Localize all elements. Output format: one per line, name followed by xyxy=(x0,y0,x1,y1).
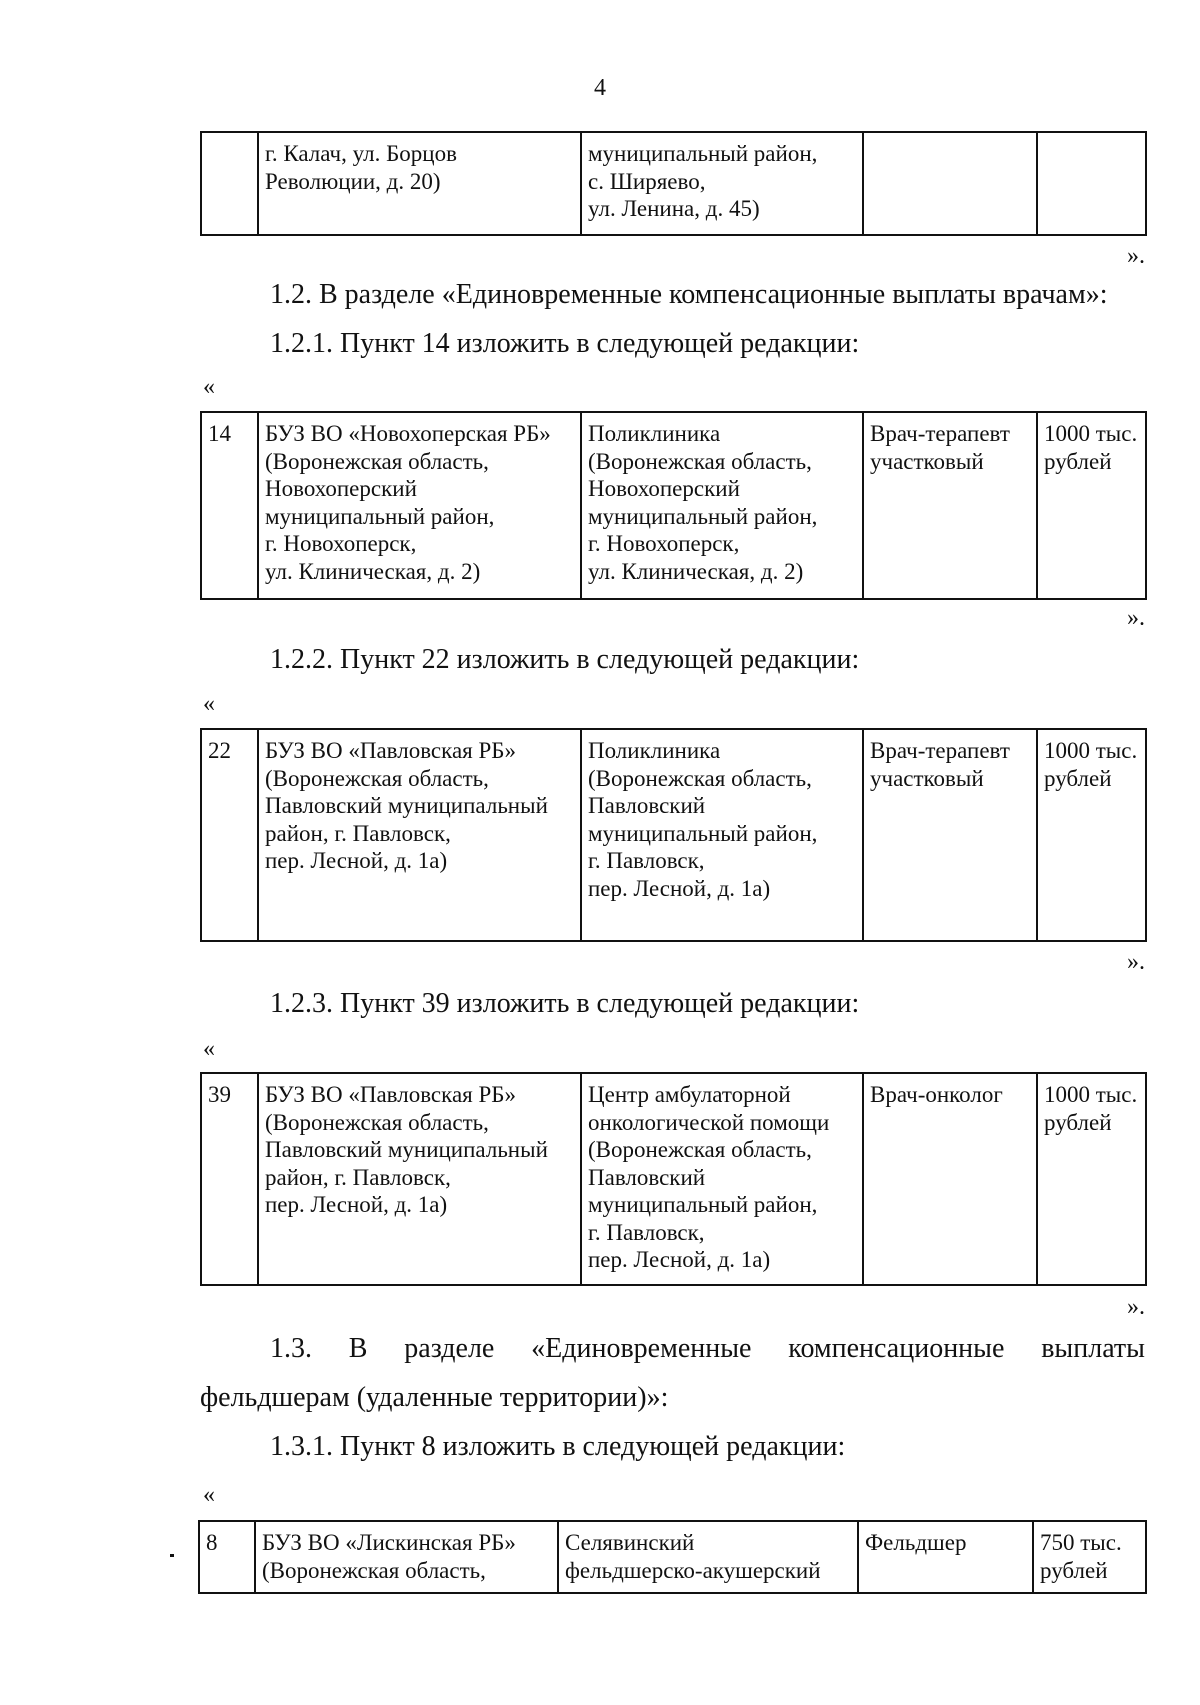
table-row xyxy=(201,132,1146,235)
table-item-22 xyxy=(200,728,1147,942)
page-number: 4 xyxy=(594,75,606,101)
closing-quote: ». xyxy=(1127,243,1145,269)
cell-amount: 750 тыс. рублей xyxy=(1033,1521,1146,1593)
section-1-3-title-continued: фельдшерам (удаленные территории)»: xyxy=(200,1382,669,1413)
section-1-3-word: разделе xyxy=(404,1333,495,1364)
cell-amount: 1000 тыс. рублей xyxy=(1037,1073,1146,1285)
table-row xyxy=(201,729,1146,941)
margin-mark xyxy=(170,1554,174,1557)
closing-quote: ». xyxy=(1127,1294,1145,1320)
cell-position: Фельдшер xyxy=(858,1521,1033,1593)
section-1-2-2-heading: 1.2.2. Пункт 22 изложить в следующей редакции: xyxy=(270,644,860,675)
cell-institution: БУЗ ВО «Павловская РБ» (Воронежская область, Павловский муниципальный район, г. Павловск, пер. Лесной, д. 1а) xyxy=(258,729,581,941)
cell-number: 22 xyxy=(201,729,258,941)
section-1-3-word: компенсационные xyxy=(788,1333,1005,1364)
cell-unit: Селявинский фельдшерско-акушерский xyxy=(558,1521,858,1593)
cell-position: Врач-терапевт участковый xyxy=(863,729,1037,941)
opening-quote: « xyxy=(203,374,215,400)
table-row xyxy=(201,412,1146,599)
opening-quote: « xyxy=(203,691,215,717)
cell-institution: БУЗ ВО «Новохоперская РБ» (Воронежская область, Новохоперский муниципальный район, г. Новохоперск, ул. Клиническая, д. 2) xyxy=(258,412,581,599)
section-1-3-word: В xyxy=(348,1333,368,1364)
cell-number: 14 xyxy=(201,412,258,599)
table-row xyxy=(201,1073,1146,1285)
cell-unit: Поликлиника (Воронежская область, Павловский муниципальный район, г. Павловск, пер. Лесной, д. 1а) xyxy=(581,729,863,941)
cell-institution: г. Калач, ул. Борцов Революции, д. 20) xyxy=(258,132,581,235)
table-item-14 xyxy=(200,411,1147,600)
table-continuation xyxy=(200,131,1147,236)
section-1-3-word: «Единовременные xyxy=(531,1333,752,1364)
cell-unit: Поликлиника (Воронежская область, Новохоперский муниципальный район, г. Новохоперск, ул. Клиническая, д. 2) xyxy=(581,412,863,599)
cell-position: Врач-терапевт участковый xyxy=(863,412,1037,599)
cell-institution: БУЗ ВО «Павловская РБ» (Воронежская область, Павловский муниципальный район, г. Павловск, пер. Лесной, д. 1а) xyxy=(258,1073,581,1285)
opening-quote: « xyxy=(203,1482,215,1508)
cell-number: 39 xyxy=(201,1073,258,1285)
cell-number: 8 xyxy=(199,1521,255,1593)
cell-amount: 1000 тыс. рублей xyxy=(1037,729,1146,941)
table-item-39 xyxy=(200,1072,1147,1286)
cell-unit: муниципальный район, с. Ширяево, ул. Ленина, д. 45) xyxy=(581,132,863,235)
opening-quote: « xyxy=(203,1036,215,1062)
section-1-2-1-heading: 1.2.1. Пункт 14 изложить в следующей редакции: xyxy=(270,328,860,359)
section-1-3-title xyxy=(270,1332,1145,1366)
cell-position: Врач-онколог xyxy=(863,1073,1037,1285)
cell-amount xyxy=(1037,132,1146,235)
table-item-8 xyxy=(198,1520,1147,1594)
section-1-3-1-heading: 1.3.1. Пункт 8 изложить в следующей редакции: xyxy=(270,1431,846,1462)
cell-unit: Центр амбулаторной онкологической помощи (Воронежская область, Павловский муниципальный район, г. Павловск, пер. Лесной, д. 1а) xyxy=(581,1073,863,1285)
table-row xyxy=(199,1521,1146,1593)
section-1-2-3-heading: 1.2.3. Пункт 39 изложить в следующей редакции: xyxy=(270,988,860,1019)
section-1-2-title: 1.2. В разделе «Единовременные компенсационные выплаты врачам»: xyxy=(270,279,1108,310)
cell-amount: 1000 тыс. рублей xyxy=(1037,412,1146,599)
closing-quote: ». xyxy=(1127,605,1145,631)
closing-quote: ». xyxy=(1127,949,1145,975)
section-1-3-word: выплаты xyxy=(1041,1333,1145,1364)
section-1-3-word: 1.3. xyxy=(270,1333,312,1364)
cell-number xyxy=(201,132,258,235)
cell-institution: БУЗ ВО «Лискинская РБ» (Воронежская область, xyxy=(255,1521,558,1593)
cell-position xyxy=(863,132,1037,235)
